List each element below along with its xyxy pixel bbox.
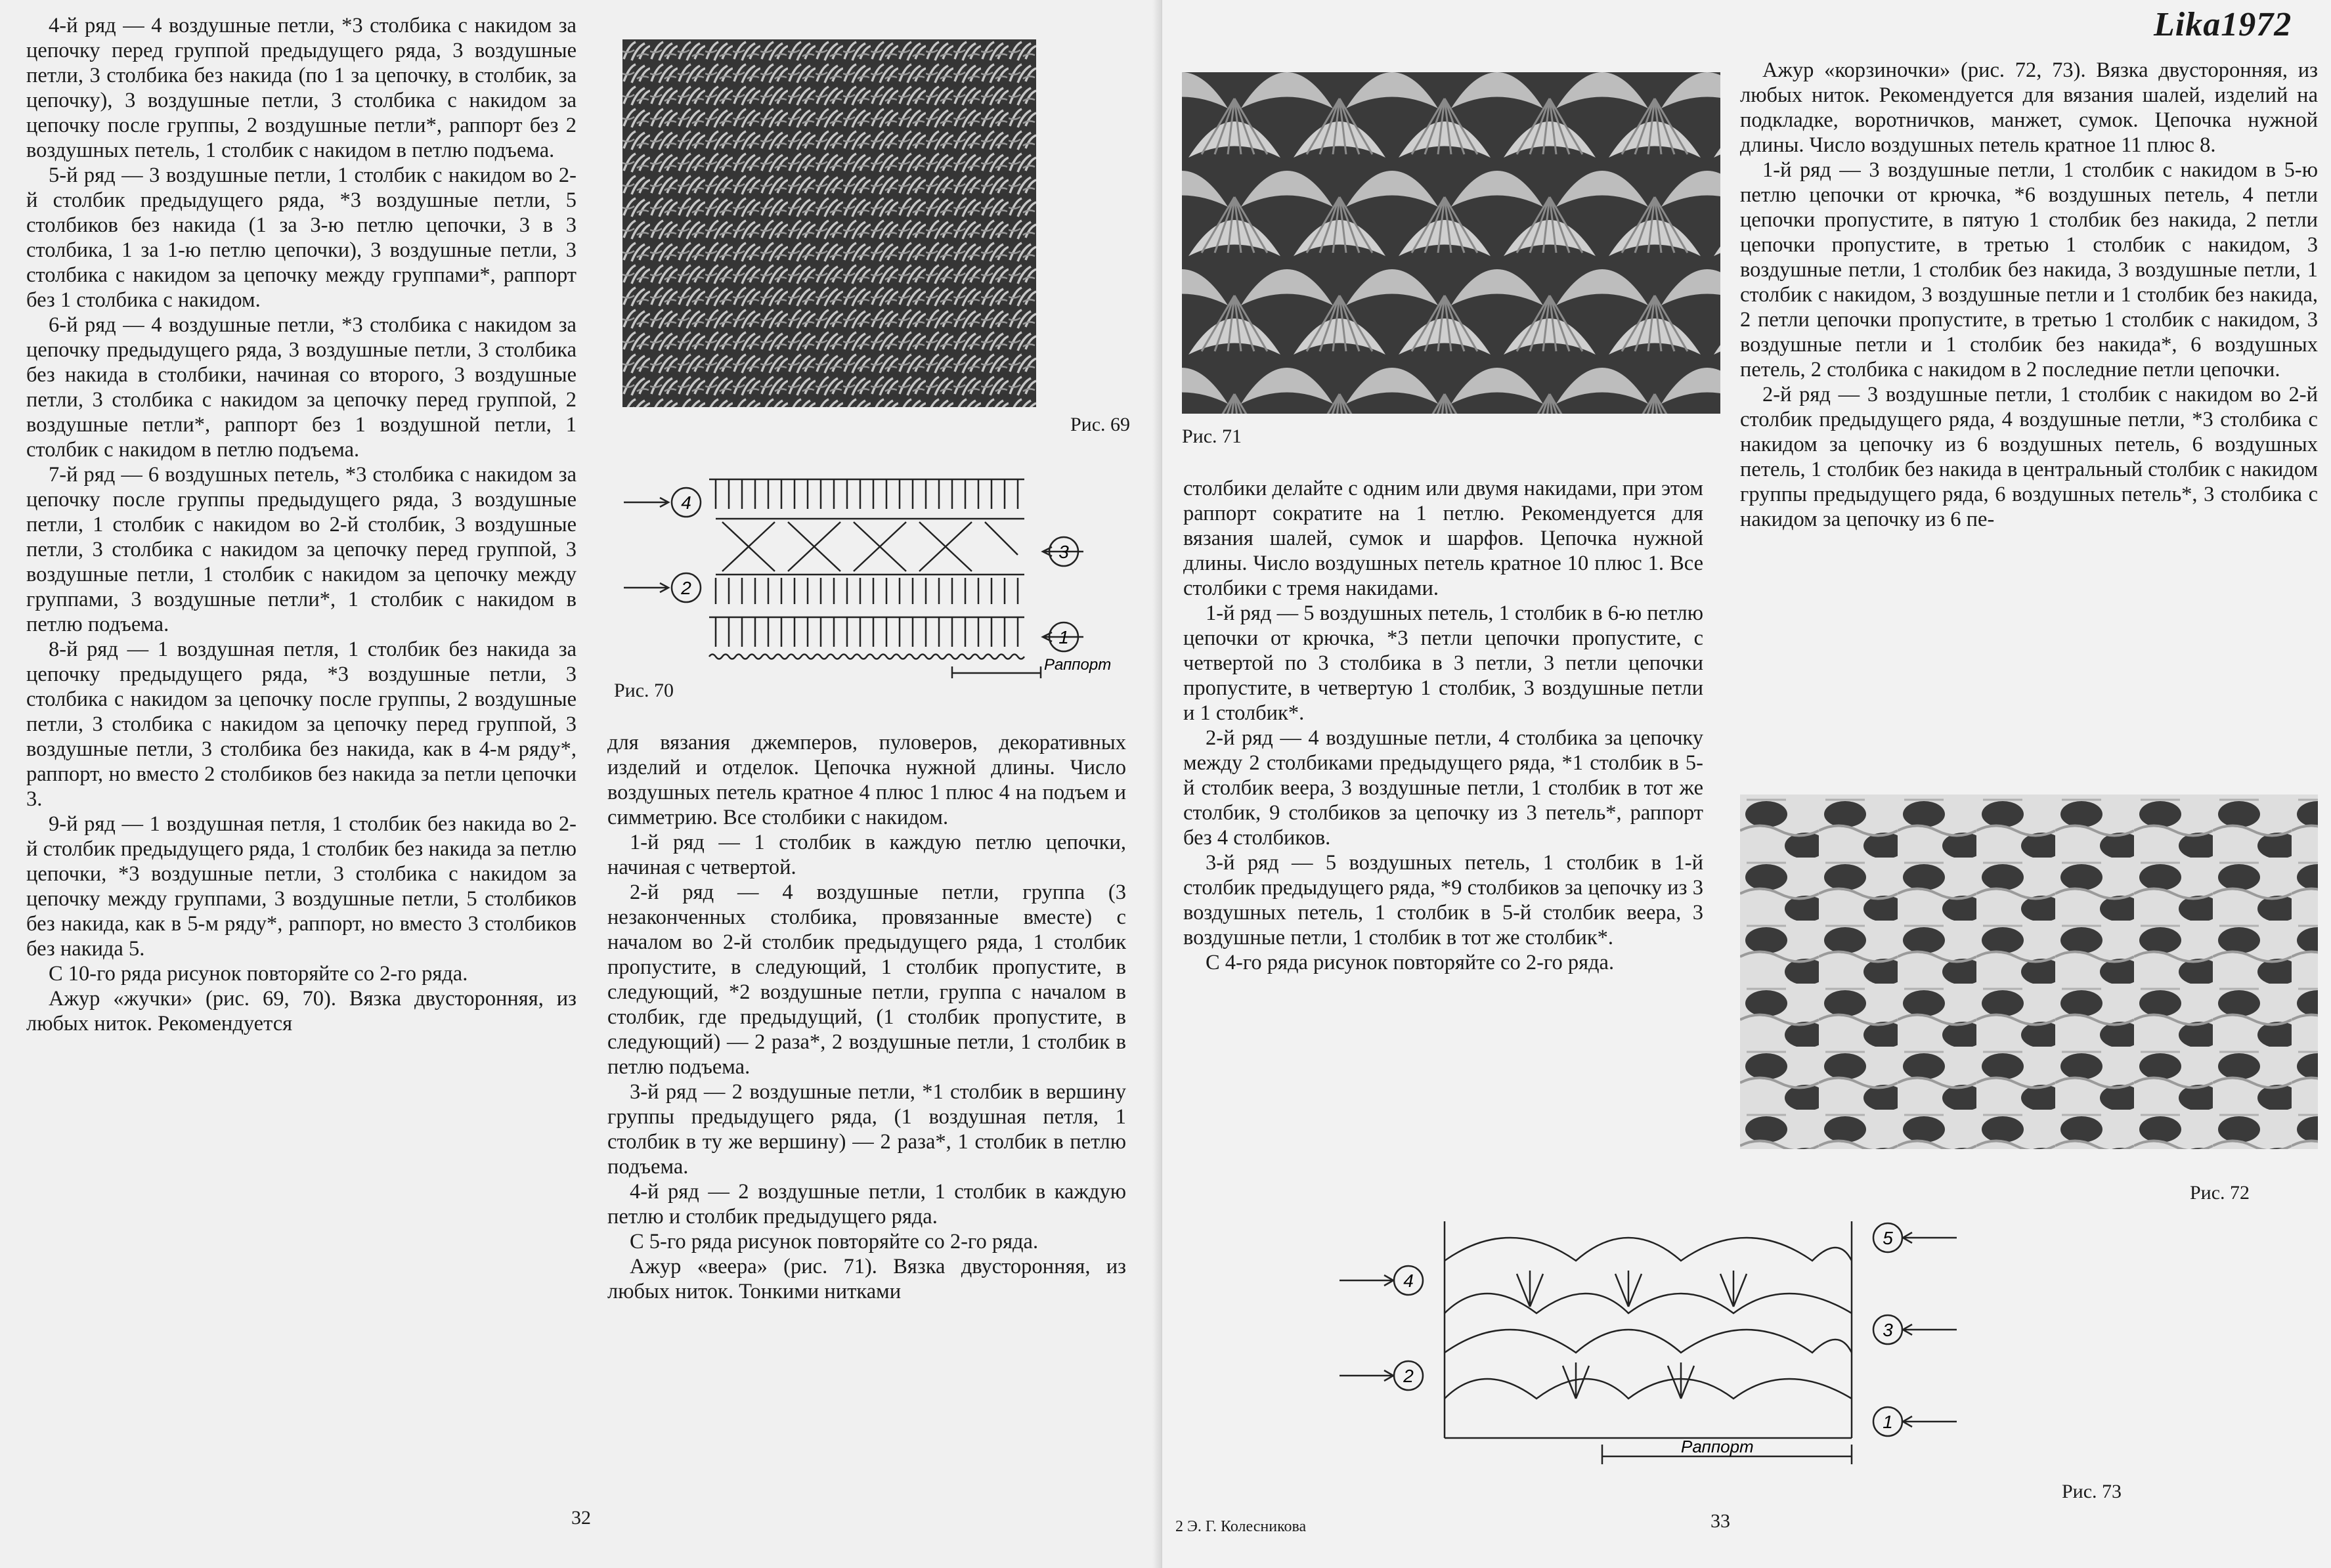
row-4-arrow [624,498,668,507]
page-number-right: 33 [1710,1510,1730,1532]
figure-73-chart [1313,1208,2062,1497]
row-1-arrow [1903,1416,1957,1427]
paragraph: С 4-го ряда рисунок повторяйте со 2-го ряда. [1206,951,1615,974]
figure-72-photo [1740,795,2318,1149]
right-column-1 [1183,476,1703,975]
row-label-2: 2 [1403,1366,1414,1386]
paragraph: 1-й ряд — 3 воздушные петли, 1 столбик с накидом в 5-ю петлю цепочки от крючка, *6 воздушных петель, 4 петли цепочки пропустите, в пятую 1 столбик без накида, 2 петли цепочки пропустите, в третью 1 столбик с накидом, 3 воздушные петли, 1 столбик без накида, 3 воздушные петли, 1 столбик с накидом, 3 воздушные петли и 1 столбик без накида, 2 петли цепочки пропустите, в третью 1 столбик с накидом, 3 воздушные петли и 1 столбик без накида*, 6 воздушных петель, 2 столбика с накидом в 2 последние петли цепочки. [1740,158,2318,381]
paragraph: 8-й ряд — 1 воздушная петля, 1 столбик без накида за цепочку предыдущего ряда, *3 воздушные петли, 3 столбика с накидом за цепочку после группы, 2 воздушные петли, 3 столбика с накидом за цепочку перед группой, 3 воздушные петли, 3 столбика без накида, как в 4-м ряду*, раппорт, но вместо 2 столбиков без накида за петли цепочки 3. [26,638,577,811]
row-label-2: 2 [681,578,691,598]
paragraph: Ажур «веера» (рис. 71). Вязка двусторонняя, из любых ниток. Тонкими нитками [607,1255,1126,1303]
paragraph: 5-й ряд — 3 воздушные петли, 1 столбик с накидом во 2-й столбик предыдущего ряда, *3 воздушные петли, 5 столбиков без накида (1 за 3-ю петлю цепочки, 3 в 3 столбика, 1 за 1-ю петлю цепочки), 3 воздушные петли, 3 столбика с накидом за цепочку между группами*, раппорт без 1 столбика с накидом. [26,163,577,312]
row-2-arrow [624,583,668,592]
figure-73-caption: Рис. 73 [2062,1481,2122,1502]
figure-69-photo [622,39,1036,407]
left-column-1 [26,13,577,1036]
paragraph: Ажур «корзиночки» (рис. 72, 73). Вязка двусторонняя, из любых ниток. Рекомендуется для вязания шалей, изделий на подкладке, воротничков, манжет, сумок. Цепочка нужной длины. Число воздушных петель кратное 11 плюс 8. [1740,58,2318,157]
row-label-1: 1 [1883,1412,1893,1432]
chain-row [709,655,1024,659]
paragraph: 3-й ряд — 5 воздушных петель, 1 столбик в 1-й столбик предыдущего ряда, *9 столбиков за цепочку из 3 воздушных петель, 1 столбик в 5-й столбик веера, 3 воздушные петли, 1 столбик в тот же столбик*. [1183,851,1703,949]
row-label-3: 3 [1883,1320,1893,1340]
paragraph: С 5-го ряда рисунок повторяйте со 2-го ряда. [630,1230,1039,1253]
chart-rows [709,479,1024,647]
knit-texture-photo [622,39,1036,407]
paragraph: для вязания джемперов, пуловеров, декоративных изделий и отделок. Цепочка нужной длины. Число воздушных петель кратное 4 плюс 1 плюс 4 на подъем и симметрию. Все столбики с накидом. [607,731,1126,829]
row-5-arrow [1903,1232,1957,1243]
row-3-arrow [1903,1324,1957,1335]
arch-row-2 [1445,1379,1852,1399]
right-column-2 [1740,58,2318,532]
paragraph: С 10-го ряда рисунок повторяйте со 2-го ряда. [49,962,468,986]
paragraph: 7-й ряд — 6 воздушных петель, *3 столбика с накидом за цепочку после группы предыдущего ряда, 3 воздушные петли, 1 столбик с накидом во 2-й столбик, 3 воздушные петли, 3 столбика с накидом за цепочку перед группой, 3 воздушные петли, 1 столбик с накидом за цепочку между группами, 3 воздушные петли*, 1 столбик с накидом в петлю подъема. [26,463,577,636]
figure-71-caption: Рис. 71 [1182,425,1242,447]
fan-cluster [1668,1362,1694,1399]
rapport-label: Раппорт [1044,656,1112,674]
row-label-4: 4 [681,492,691,513]
row-label-4: 4 [1403,1271,1414,1291]
left-column-2 [607,730,1126,1304]
figure-71-photo [1182,72,1720,414]
fan-cluster [1563,1362,1589,1399]
paragraph: 1-й ряд — 5 воздушных петель, 1 столбик в 6-ю петлю цепочки от крючка, *3 петли цепочки пропустите, с четвертой по 3 столбика в 3 петли, 3 петли цепочки пропустите, в четвертую 1 столбик, 3 воздушные петли и 1 столбик*. [1183,601,1703,725]
crochet-chart-73 [1313,1208,2062,1497]
paragraph: 1-й ряд — 1 столбик в каждую петлю цепочки, начиная с четвертой. [607,831,1126,879]
paragraph: 2-й ряд — 3 воздушные петли, 1 столбик с накидом во 2-й столбик предыдущего ряда, 4 воздушные петли, *3 столбика с накидом за цепочку из 6 воздушных петель, 6 воздушных петель, 1 столбик без накида в центральный столбик с накидом группы предыдущего ряда, 6 воздушных петель*, 3 столбика с накидом за цепочку из 6 пе- [1740,383,2318,531]
row-label-3: 3 [1058,542,1069,562]
figure-72-caption: Рис. 72 [2190,1182,2250,1204]
fan-cluster [1615,1271,1642,1307]
figure-69-caption: Рис. 69 [1070,414,1131,435]
paragraph: Ажур «жучки» (рис. 69, 70). Вязка двусторонняя, из любых ниток. Рекомендуется [26,987,577,1035]
paragraph: 2-й ряд — 4 воздушные петли, группа (3 незаконченных столбика, провязанные вместе) с началом во 2-й столбик предыдущего ряда, 1 столбик пропустите, в следующий, 1 столбик пропустите, в следующий, *2 воздушные петли, группа с началом в столбик, где предыдущий, (1 столбик пропустите, в следующий) — 2 раза*, 2 воздушные петли, 1 столбик в петлю подъема. [607,881,1126,1079]
rapport-bracket [952,666,1041,678]
fan-lace-photo [1182,72,1720,414]
paragraph: столбики делайте с одним или двумя накидами, при этом раппорт сократите на 1 петлю. Рекомендуется для вязания шалей, сумок и шарфов. Цепочка нужной длины. Число воздушных петель кратное 10 плюс 1. Все столбики с тремя накидами. [1183,477,1703,600]
figure-70-chart [611,469,1112,680]
figure-70-caption: Рис. 70 [614,680,674,701]
paragraph: 4-й ряд — 4 воздушные петли, *3 столбика с накидом за цепочку перед группой предыдущего ряда, 3 воздушные петли, 3 столбика без накида (по 1 за цепочку, в столбик, за цепочку), 3 воздушные петли, 3 столбика с накидом за цепочку после группы, 2 воздушные петли*, раппорт без 2 воздушных петель, 1 столбик с накидом в петлю подъема. [26,14,577,162]
crochet-chart-70 [611,469,1112,680]
right-page [1162,0,2331,1568]
running-footer: 2 Э. Г. Колесникова [1175,1518,1307,1535]
fan-cluster [1720,1271,1747,1307]
rapport-label: Раппорт [1681,1437,1754,1456]
arch-row-4 [1445,1294,1852,1313]
row-4-arrow [1340,1275,1393,1286]
page-number-left: 32 [571,1507,591,1529]
watermark: Lika1972 [2154,6,2292,43]
arch-row-5 [1445,1238,1852,1261]
basket-lace-photo [1740,795,2318,1149]
paragraph: 2-й ряд — 4 воздушные петли, 4 столбика за цепочку между 2 столбиками предыдущего ряда, *1 столбик в 5-й столбик веера, 3 воздушные петли, 1 столбик в тот же столбик, 9 столбиков за цепочку из 3 петель*, раппорт без 4 столбиков. [1183,726,1703,850]
left-page [0,0,1162,1568]
row-label-5: 5 [1883,1228,1893,1248]
arch-row-3 [1445,1330,1852,1353]
fan-cluster [1517,1271,1543,1307]
paragraph: 6-й ряд — 4 воздушные петли, *3 столбика с накидом за цепочку предыдущего ряда, 3 воздушные петли, 3 столбика без накида в столбики, начиная со второго, 3 воздушные петли, 3 столбика с накидом за цепочку перед группой, 2 воздушные петли*, раппорт без 1 воздушной петли, 1 столбик с накидом в петлю подъема. [26,313,577,462]
paragraph: 9-й ряд — 1 воздушная петля, 1 столбик без накида во 2-й столбик предыдущего ряда, 1 столбик без накида за петлю цепочки, *3 воздушные петли, 3 столбика с накидом за цепочку между группами, 3 воздушные петли, 5 столбиков без накида, как в 5-м ряду*, раппорт, но вместо 3 столбиков без накида 5. [26,812,577,961]
row-2-arrow [1340,1370,1393,1381]
row-label-1: 1 [1058,627,1069,647]
paragraph: 3-й ряд — 2 воздушные петли, *1 столбик в вершину группы предыдущего ряда, (1 воздушная петля, 1 столбик в ту же вершину) — 2 раза*, 1 столбик в петлю подъема. [607,1080,1126,1179]
paragraph: 4-й ряд — 2 воздушные петли, 1 столбик в каждую петлю и столбик предыдущего ряда. [607,1180,1126,1229]
